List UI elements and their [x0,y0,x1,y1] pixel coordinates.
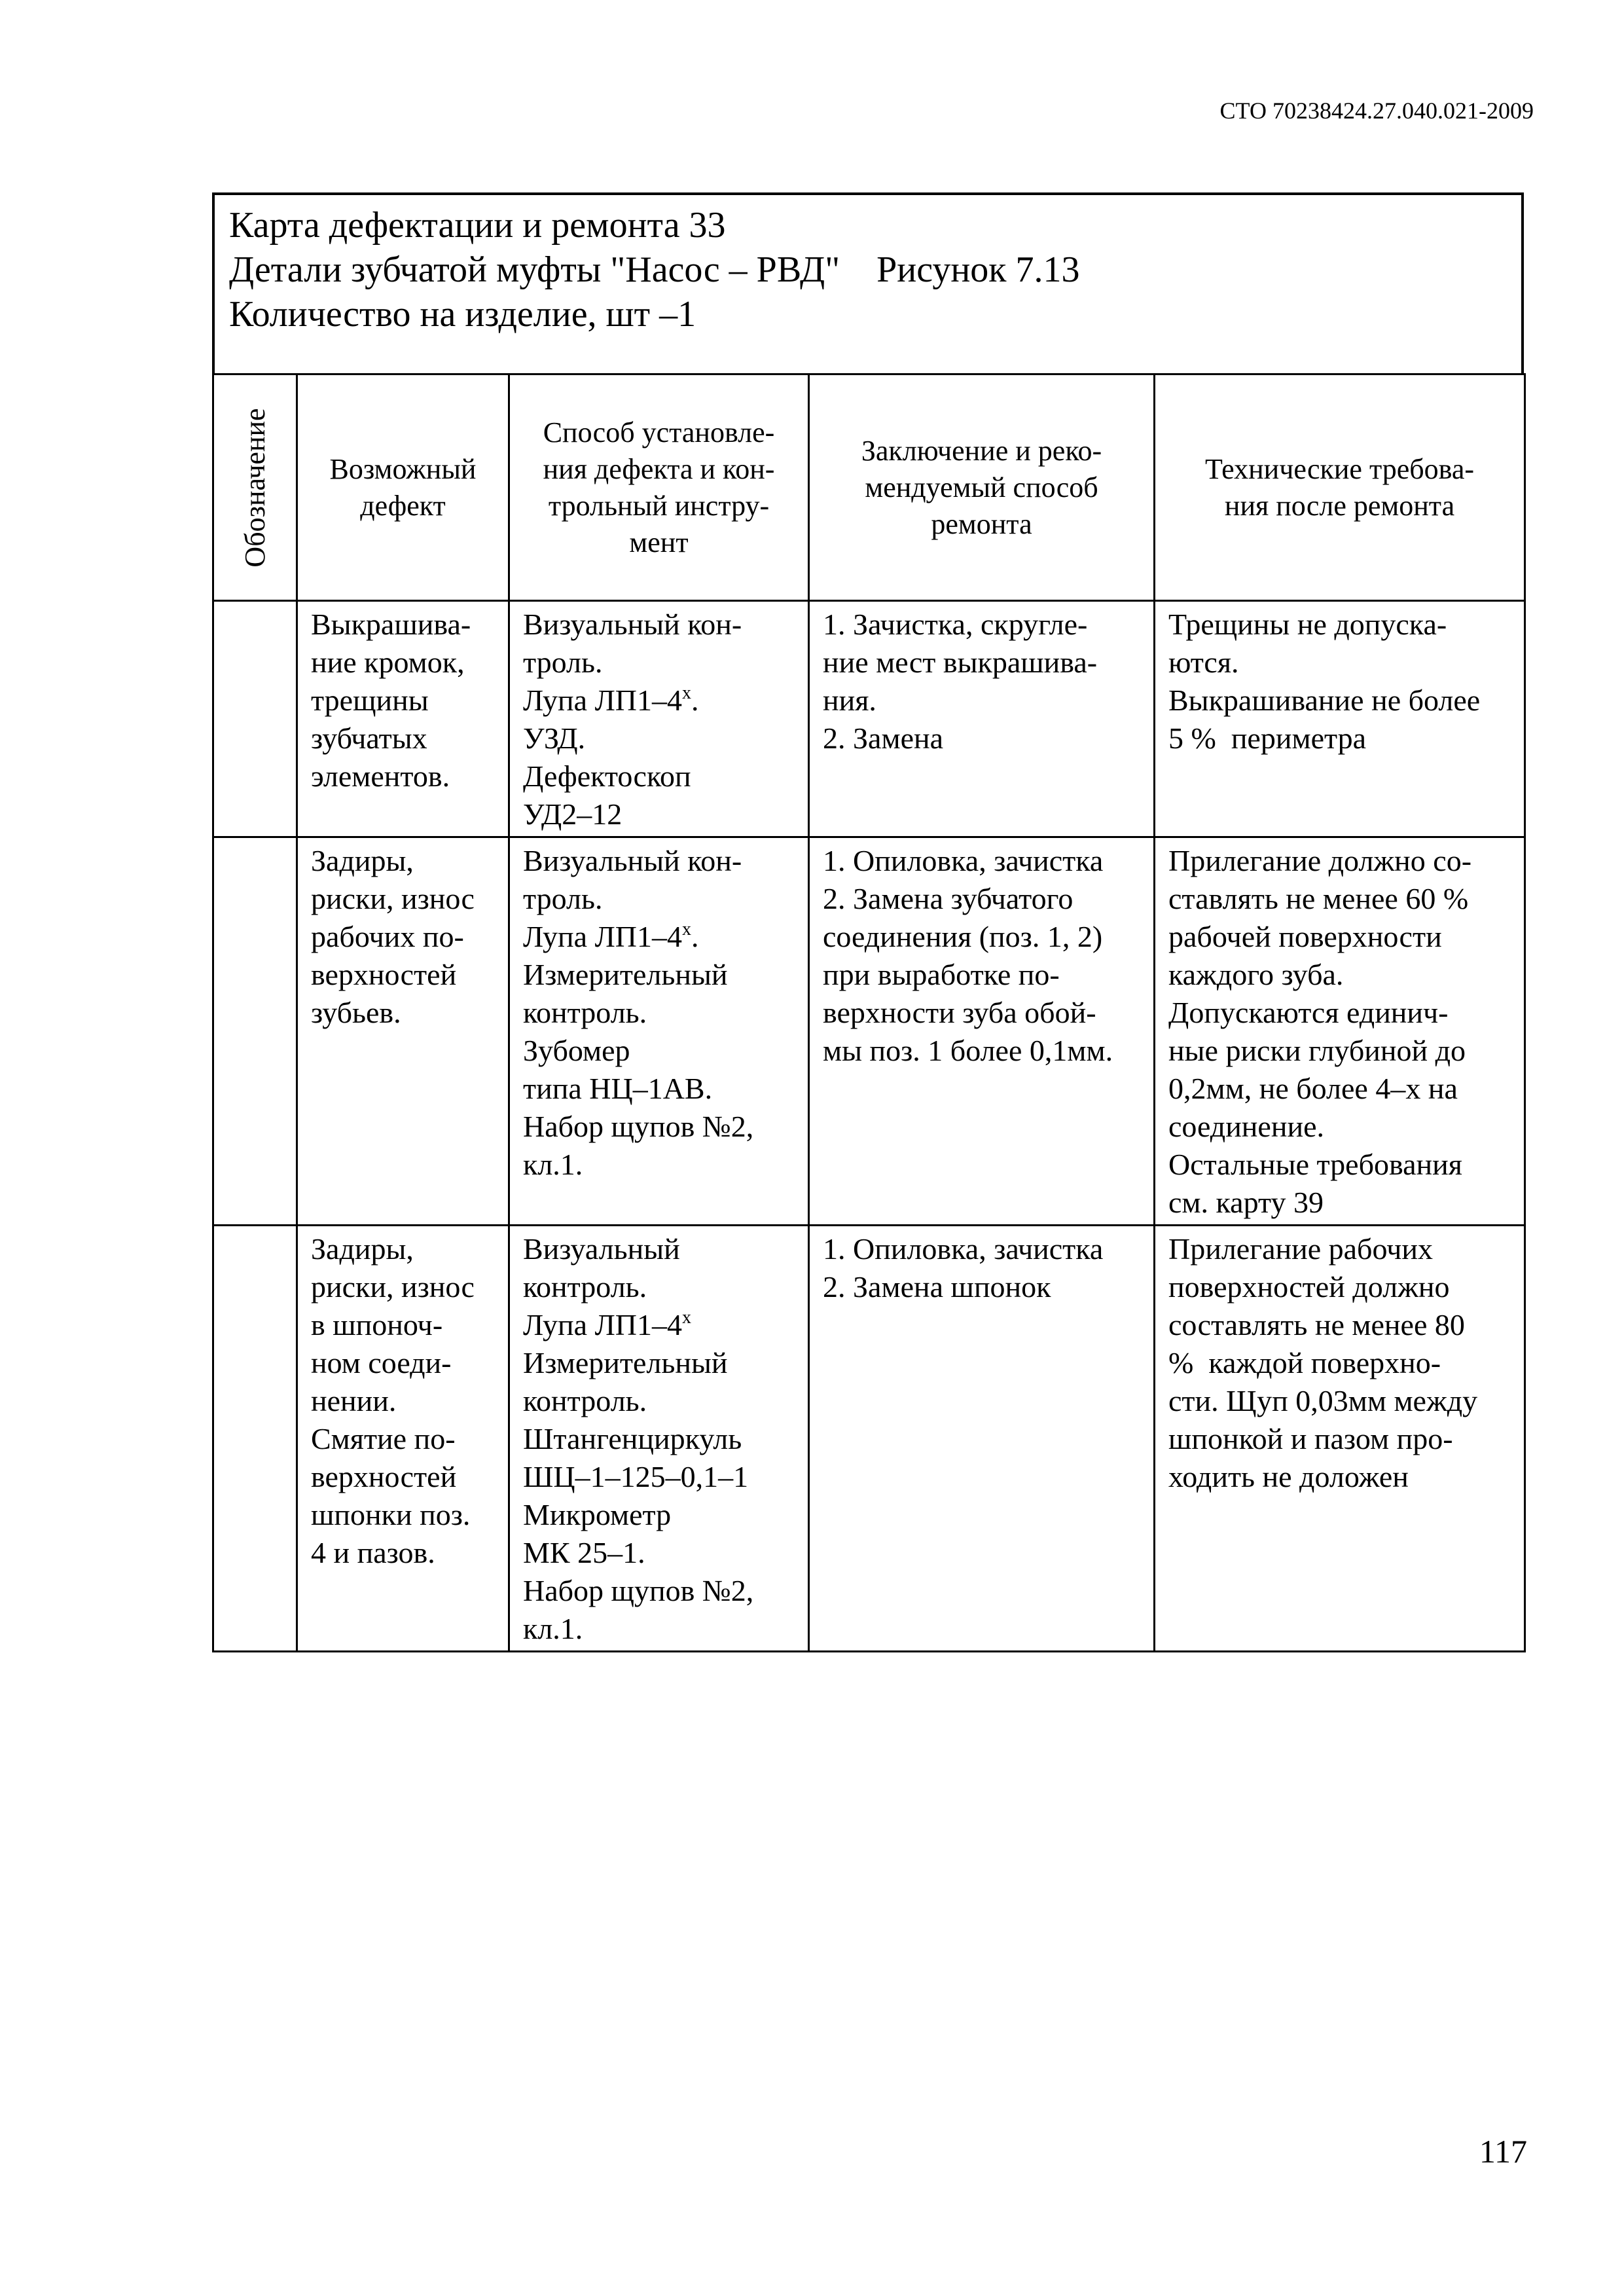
requirements-line [1168,1344,1515,1382]
table-row [213,1226,1525,1652]
defect-line [311,757,499,795]
method-text: Лупа ЛП1–4 [523,683,683,717]
requirements-text: 5 % периметра [1168,721,1367,755]
defect-text: Смятие по- [311,1422,456,1455]
requirements-line [1168,842,1515,880]
conclusion-text: ние мест выкрашива- [823,646,1098,679]
requirements-text: сти. Щуп 0,03мм между [1168,1384,1478,1417]
defect-text: элементов. [311,759,450,793]
conclusion-line [823,918,1144,956]
requirements-line [1168,1108,1515,1146]
method-line [523,1306,799,1344]
method-line [523,1070,799,1108]
method-text: Набор щупов №2, [523,1110,754,1143]
method-cell [509,837,809,1226]
conclusion-cell [809,601,1155,837]
header-conclusion-line: ремонта [931,507,1032,540]
defect-line [311,644,499,682]
requirements-text: Прилегание должно со- [1168,844,1472,877]
conclusion-cell [809,837,1155,1226]
requirements-cell [1155,601,1525,837]
requirements-text: 0,2мм, не более 4–х на [1168,1072,1458,1105]
method-line [523,720,799,757]
header-defect-line: дефект [360,489,446,522]
header-requirements-line: Технические требова- [1204,452,1475,485]
document-code: СТО 70238424.27.040.021-2009 [1219,98,1534,124]
method-line [523,1032,799,1070]
conclusion-line [823,994,1144,1032]
defect-text: ном соеди- [311,1346,452,1379]
method-text: Визуальный кон- [523,608,742,641]
defect-cell [297,601,509,837]
method-line [523,956,799,994]
requirements-text: Выкрашивание не более [1168,683,1481,717]
method-text: контроль. [523,996,647,1029]
method-line [523,918,799,956]
requirements-line [1168,1420,1515,1458]
method-text: Визуальный кон- [523,844,742,877]
method-line [523,1420,799,1458]
header-conclusion [809,374,1155,601]
defect-text: зубьев. [311,996,401,1029]
conclusion-line [823,682,1144,720]
method-text: Зубомер [523,1034,630,1067]
defect-text: верхностей [311,1460,457,1493]
defect-line [311,606,499,644]
method-line [523,1458,799,1496]
card-quantity: Количество на изделие, шт –1 [229,294,696,335]
requirements-line [1168,880,1515,918]
method-text: ШЦ–1–125–0,1–1 [523,1460,749,1493]
header-conclusion-line: Заключение и реко- [861,434,1102,467]
requirements-text: соединение. [1168,1110,1324,1143]
method-text: Дефектоскоп [523,759,691,793]
defect-line [311,720,499,757]
designation-cell [213,1226,297,1652]
conclusion-text: при выработке по- [823,958,1060,991]
method-text: Штангенциркуль [523,1422,742,1455]
table-row [213,837,1525,1226]
requirements-line [1168,1306,1515,1344]
defect-line [311,1382,499,1420]
header-requirements [1155,374,1525,601]
requirements-text: см. карту 39 [1168,1186,1324,1219]
header-method-line: ния дефекта и кон- [543,452,775,485]
superscript-mark: x [682,1307,692,1328]
conclusion-text: 2. Замена зубчатого [823,882,1074,915]
requirements-line [1168,1268,1515,1306]
method-line [523,1534,799,1572]
method-line [523,644,799,682]
conclusion-line [823,880,1144,918]
requirements-text: % каждой поверхно- [1168,1346,1441,1379]
requirements-text: ходить не доложен [1168,1460,1409,1493]
header-conclusion-line: мендуемый способ [865,471,1098,503]
method-line [523,795,799,833]
defect-text: Задиры, [311,844,414,877]
defect-text: Задиры, [311,1232,414,1266]
requirements-line [1168,956,1515,994]
card-subtitle: Детали зубчатой муфты "Насос – РВД" Рисунок 7.13 [229,249,1080,290]
method-text: Микрометр [523,1498,672,1531]
superscript-mark: x [682,683,692,703]
header-method [509,374,809,601]
table-row [213,601,1525,837]
requirements-text: Прилегание рабочих [1168,1232,1434,1266]
defect-line [311,1420,499,1458]
conclusion-text: 2. Замена шпонок [823,1270,1051,1303]
defect-cell [297,837,509,1226]
method-line [523,1268,799,1306]
requirements-line [1168,1458,1515,1496]
defect-line [311,682,499,720]
table-body [213,601,1525,1652]
method-text: троль. [523,646,603,679]
header-method-line: Способ установле- [543,416,775,448]
defect-text: нении. [311,1384,397,1417]
method-text: МК 25–1. [523,1536,645,1569]
method-text: УЗД. [523,721,586,755]
requirements-text: Остальные требования [1168,1148,1462,1181]
requirements-text: каждого зуба. [1168,958,1344,991]
requirements-line [1168,1032,1515,1070]
requirements-line [1168,720,1515,757]
defect-table [212,373,1526,1652]
method-line [523,880,799,918]
defect-text: Выкрашива- [311,608,471,641]
method-line [523,757,799,795]
method-line [523,1344,799,1382]
defect-line [311,1496,499,1534]
defect-text: ние кромок, [311,646,465,679]
requirements-text: ные риски глубиной до [1168,1034,1466,1067]
method-text: кл.1. [523,1148,583,1181]
conclusion-text: верхности зуба обой- [823,996,1096,1029]
conclusion-line [823,720,1144,757]
method-tail: . [691,920,699,953]
defect-text: рабочих по- [311,920,464,953]
defect-line [311,918,499,956]
method-text: троль. [523,882,603,915]
defect-text: верхностей [311,958,457,991]
defect-line [311,994,499,1032]
defect-text: шпонки поз. [311,1498,471,1531]
superscript-mark: x [682,919,692,939]
defect-line [311,1458,499,1496]
conclusion-text: ния. [823,683,876,717]
method-line [523,1610,799,1648]
requirements-text: Трещины не допуска- [1168,608,1447,641]
requirements-text: составлять не менее 80 [1168,1308,1465,1341]
conclusion-line [823,1268,1144,1306]
header-designation [213,374,297,601]
header-method-line: мент [629,526,689,558]
card-header [212,192,1524,373]
method-text: Измерительный [523,1346,728,1379]
conclusion-line [823,1230,1144,1268]
designation-cell [213,837,297,1226]
defect-text: риски, износ [311,882,475,915]
conclusion-cell [809,1226,1155,1652]
requirements-text: ставлять не менее 60 % [1168,882,1469,915]
conclusion-text: 2. Замена [823,721,944,755]
defect-line [311,880,499,918]
page-number: 117 [1479,2133,1527,2170]
method-text: контроль. [523,1384,647,1417]
conclusion-line [823,1032,1144,1070]
conclusion-text: 1. Опиловка, зачистка [823,844,1104,877]
method-line [523,842,799,880]
method-text: контроль. [523,1270,647,1303]
defect-text: 4 и пазов. [311,1536,435,1569]
method-text: Лупа ЛП1–4 [523,920,683,953]
requirements-line [1168,644,1515,682]
method-line [523,1230,799,1268]
conclusion-line [823,842,1144,880]
defect-line [311,1230,499,1268]
method-line [523,1108,799,1146]
method-line [523,1572,799,1610]
conclusion-text: соединения (поз. 1, 2) [823,920,1103,953]
requirements-line [1168,1230,1515,1268]
requirements-line [1168,918,1515,956]
method-line [523,1496,799,1534]
method-text: Набор щупов №2, [523,1574,754,1607]
defect-line [311,956,499,994]
conclusion-line [823,956,1144,994]
defect-line [311,1306,499,1344]
card-title: Карта дефектации и ремонта 33 [229,205,726,246]
method-line [523,606,799,644]
requirements-cell [1155,1226,1525,1652]
requirements-text: поверхностей должно [1168,1270,1450,1303]
requirements-line [1168,606,1515,644]
requirements-line [1168,1070,1515,1108]
method-text: Лупа ЛП1–4 [523,1308,683,1341]
defect-line [311,1344,499,1382]
defect-text: трещины [311,683,429,717]
conclusion-text: мы поз. 1 более 0,1мм. [823,1034,1113,1067]
requirements-text: Допускаются единич- [1168,996,1449,1029]
defect-text: риски, износ [311,1270,475,1303]
table-header-row [213,374,1525,601]
conclusion-line [823,644,1144,682]
requirements-text: шпонкой и пазом про- [1168,1422,1453,1455]
method-cell [509,1226,809,1652]
defect-text: в шпоноч- [311,1308,443,1341]
header-defect-line: Возможный [329,452,477,485]
method-cell [509,601,809,837]
method-line [523,994,799,1032]
defect-text: зубчатых [311,721,427,755]
method-text: Визуальный [523,1232,680,1266]
requirements-line [1168,1146,1515,1184]
requirements-line [1168,1184,1515,1222]
conclusion-line [823,606,1144,644]
header-defect [297,374,509,601]
header-method-line: трольный инстру- [548,489,770,522]
method-text: типа НЦ–1АВ. [523,1072,713,1105]
method-text: УД2–12 [523,797,623,831]
method-line [523,1146,799,1184]
requirements-line [1168,994,1515,1032]
header-designation-label: Обозначение [238,407,271,568]
conclusion-text: 1. Опиловка, зачистка [823,1232,1104,1266]
designation-cell [213,601,297,837]
requirements-cell [1155,837,1525,1226]
requirements-text: ются. [1168,646,1239,679]
requirements-text: рабочей поверхности [1168,920,1442,953]
header-requirements-line: ния после ремонта [1224,489,1455,522]
defect-line [311,1268,499,1306]
method-text: Измерительный [523,958,728,991]
defect-cell [297,1226,509,1652]
defect-line [311,842,499,880]
method-text: кл.1. [523,1612,583,1645]
method-line [523,682,799,720]
requirements-line [1168,682,1515,720]
defect-line [311,1534,499,1572]
conclusion-text: 1. Зачистка, скругле- [823,608,1088,641]
method-tail: . [691,683,699,717]
requirements-line [1168,1382,1515,1420]
method-line [523,1382,799,1420]
